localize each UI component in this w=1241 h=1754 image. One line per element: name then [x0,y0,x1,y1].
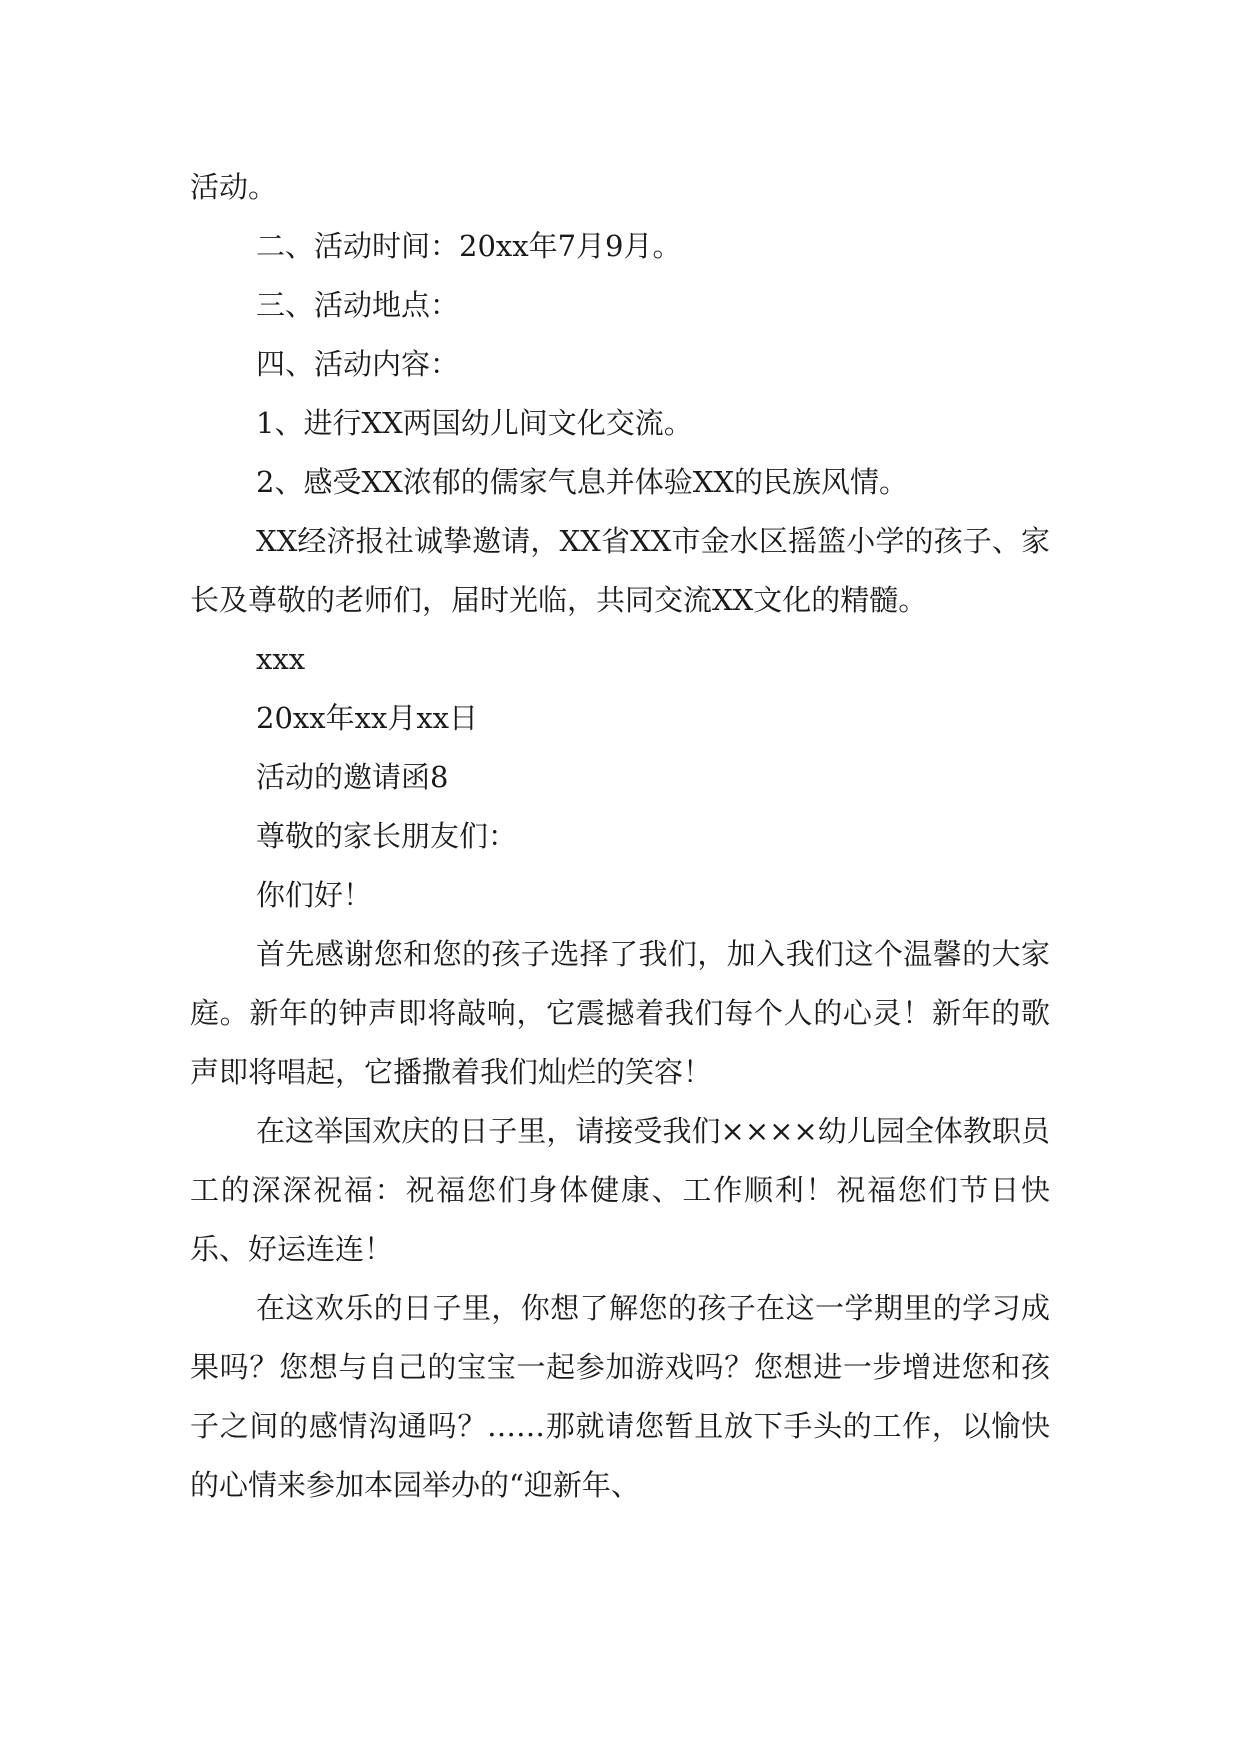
paragraph-blessing: 在这举国欢庆的日子里，请接受我们××××幼儿园全体教职员工的深深祝福：祝福您们身体健康、工作顺利！祝福您们节日快乐、好运连连！ [190,1114,1050,1266]
document-body [190,158,1050,1515]
signature-date: 20xx年xx月xx日 [256,701,479,735]
paragraph-thanks: 首先感谢您和您的孩子选择了我们，加入我们这个温馨的大家庭。新年的钟声即将敲响，它震撼着我们每个人的心灵！新年的歌声即将唱起，它播撒着我们灿烂的笑容！ [190,937,1050,1089]
paragraph-activity-content-heading: 四、活动内容： [256,347,460,381]
paragraph-invitation: XX经济报社诚挚邀请，XX省XX市金水区摇篮小学的孩子、家长及尊敬的老师们，届时光临，共同交流XX文化的精髓。 [190,524,1050,617]
paragraph-activity-location: 三、活动地点： [256,288,460,322]
signature-name: xxx [256,642,306,676]
paragraph-invitation-event: 在这欢乐的日子里，你想了解您的孩子在这一学期里的学习成果吗？您想与自己的宝宝一起参加游戏吗？您想进一步增进您和孩子之间的感情沟通吗？……那就请您暂且放下手头的工作，以愉快的心情来参加本园举办的“迎新年、 [190,1291,1050,1502]
paragraph-activity-time: 二、活动时间：20xx年7月9月。 [256,229,682,263]
greeting: 你们好！ [256,878,373,912]
salutation: 尊敬的家长朋友们： [256,819,518,853]
paragraph-activity-end: 活动。 [190,170,278,204]
section-title: 活动的邀请函8 [256,760,449,794]
paragraph-content-item-2: 2、感受XX浓郁的儒家气息并体验XX的民族风情。 [256,465,909,499]
paragraph-content-item-1: 1、进行XX两国幼儿间文化交流。 [256,406,693,440]
